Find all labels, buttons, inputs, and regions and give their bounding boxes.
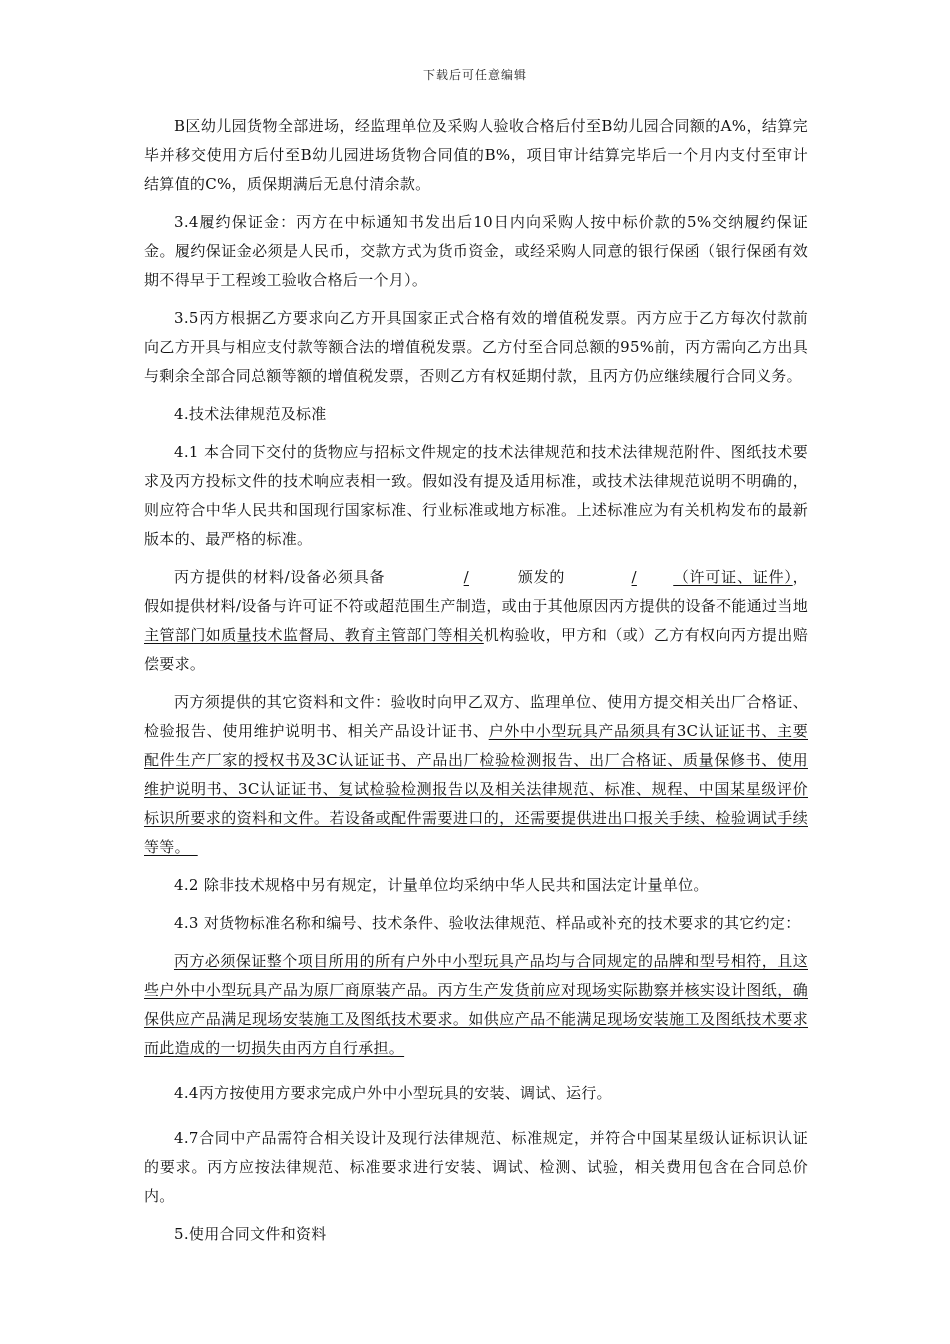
paragraph-4-2-units: 4.2 除非技术规格中另有规定，计量单位均采纳中华人民共和国法定计量单位。	[174, 876, 709, 894]
licenses-text-3: ，假如提供材料/设备与许可证不符或超范围生产制造，或由于其他原因丙方提供的设备不能通过当地	[144, 568, 808, 615]
paragraph-3-5-invoice: 3.5丙方根据乙方要求向乙方开具国家正式合格有效的增值税发票。丙方应于乙方每次付款前向乙方开具与相应支付款等额合法的增值税发票。乙方付至合同总额的95%前，丙方需向乙方出具与剩余全部合同总额等额的增值税发票，否则乙方有权延期付款，且丙方仍应继续履行合同义务。	[144, 309, 808, 385]
paragraph-product-guarantee: 丙方必须保证整个项目所用的所有户外中小型玩具产品均与合同规定的品牌和型号相符，且这些户外中小型玩具产品为原厂商原装产品。丙方生产发货前应对现场实际勘察并核实设计图纸，确保供应产品满足现场安装施工及图纸技术要求。如供应产品不能满足现场安装施工及图纸技术要求而此造成的一切损失由丙方自行承担。	[144, 952, 808, 1057]
licenses-text-2: 颁发的	[517, 568, 566, 586]
paragraph-4-1-standards: 4.1 本合同下交付的货物应与招标文件规定的技术法律规范和技术法律规范附件、图纸技术要求及丙方投标文件的技术响应表相一致。假如没有提及适用标准，或技术法律规范说明不明确的，则应符合中华人民共和国现行国家标准、行业标准或地方标准。上述标准应为有关机构发布的最新版本的、最严格的标准。	[144, 443, 808, 548]
paragraph-payment-terms: B区幼儿园货物全部进场，经监理单位及采购人验收合格后付至B幼儿园合同额的A%，结算完毕并移交使用方后付至B幼儿园进场货物合同值的B%，项目审计结算完毕后一个月内支付至审计结算值的C%，质保期满后无息付清余款。	[144, 117, 808, 193]
section-4-heading: 4.技术法律规范及标准	[174, 405, 327, 423]
documents-text-1: 丙方须提供的其它资料和文件：验收时向甲乙双方、监理单位、使用方提交相关出厂合格证、检验报告、使用维护说明书、相关产品设计证书、	[144, 693, 808, 740]
paragraph-licenses	[144, 563, 808, 679]
document-body	[144, 112, 808, 1249]
license-blank-field-2: /	[631, 568, 637, 586]
licenses-text-1: 丙方提供的材料/设备必须具备	[174, 568, 386, 586]
page-header: 下载后可任意编辑	[422, 68, 527, 82]
license-blank-field-1: /	[463, 568, 469, 586]
licenses-text-4: 机构验收，甲方和（或）乙方有权向丙方提出赔偿要求。	[144, 626, 808, 673]
documents-underlined: 户外中小型玩具产品须具有3C认证证书、主要配件生产厂家的授权书及3C认证证书、产品出厂检验检测报告、出厂合格证、质量保修书、使用维护说明书、3C认证证书、复试检验检测报告以及相关法律规范、标准、规程、中国某星级评价标识所要求的资料和文件。若设备或配件需要进口的，还需要提供进出口报关手续、检验调试手续等等。	[144, 722, 808, 856]
paragraph-4-7-compliance: 4.7合同中产品需符合相关设计及现行法律规范、标准规定，并符合中国某星级认证标识认证的要求。丙方应按法律规范、标准要求进行安装、调试、检测、试验，相关费用包含在合同总价内。	[144, 1129, 808, 1205]
paragraph-documents	[144, 688, 808, 862]
section-5-heading: 5.使用合同文件和资料	[174, 1225, 327, 1243]
paragraph-3-4-performance-bond: 3.4履约保证金：丙方在中标通知书发出后10日内向采购人按中标价款的5%交纳履约保证金。履约保证金必须是人民币，交款方式为货币资金，或经采购人同意的银行保函（银行保函有效期不得早于工程竣工验收合格后一个月）。	[144, 213, 808, 289]
paragraph-4-4-installation: 4.4丙方按使用方要求完成户外中小型玩具的安装、调试、运行。	[174, 1084, 612, 1102]
licenses-underlined-1: （许可证、证件）	[673, 568, 793, 586]
paragraph-4-3-other-agreements: 4.3 对货物标准名称和编号、技术条件、验收法律规范、样品或补充的技术要求的其它约定：	[174, 914, 801, 932]
licenses-underlined-2: 主管部门如质量技术监督局、教育主管部门等相关	[144, 626, 484, 644]
